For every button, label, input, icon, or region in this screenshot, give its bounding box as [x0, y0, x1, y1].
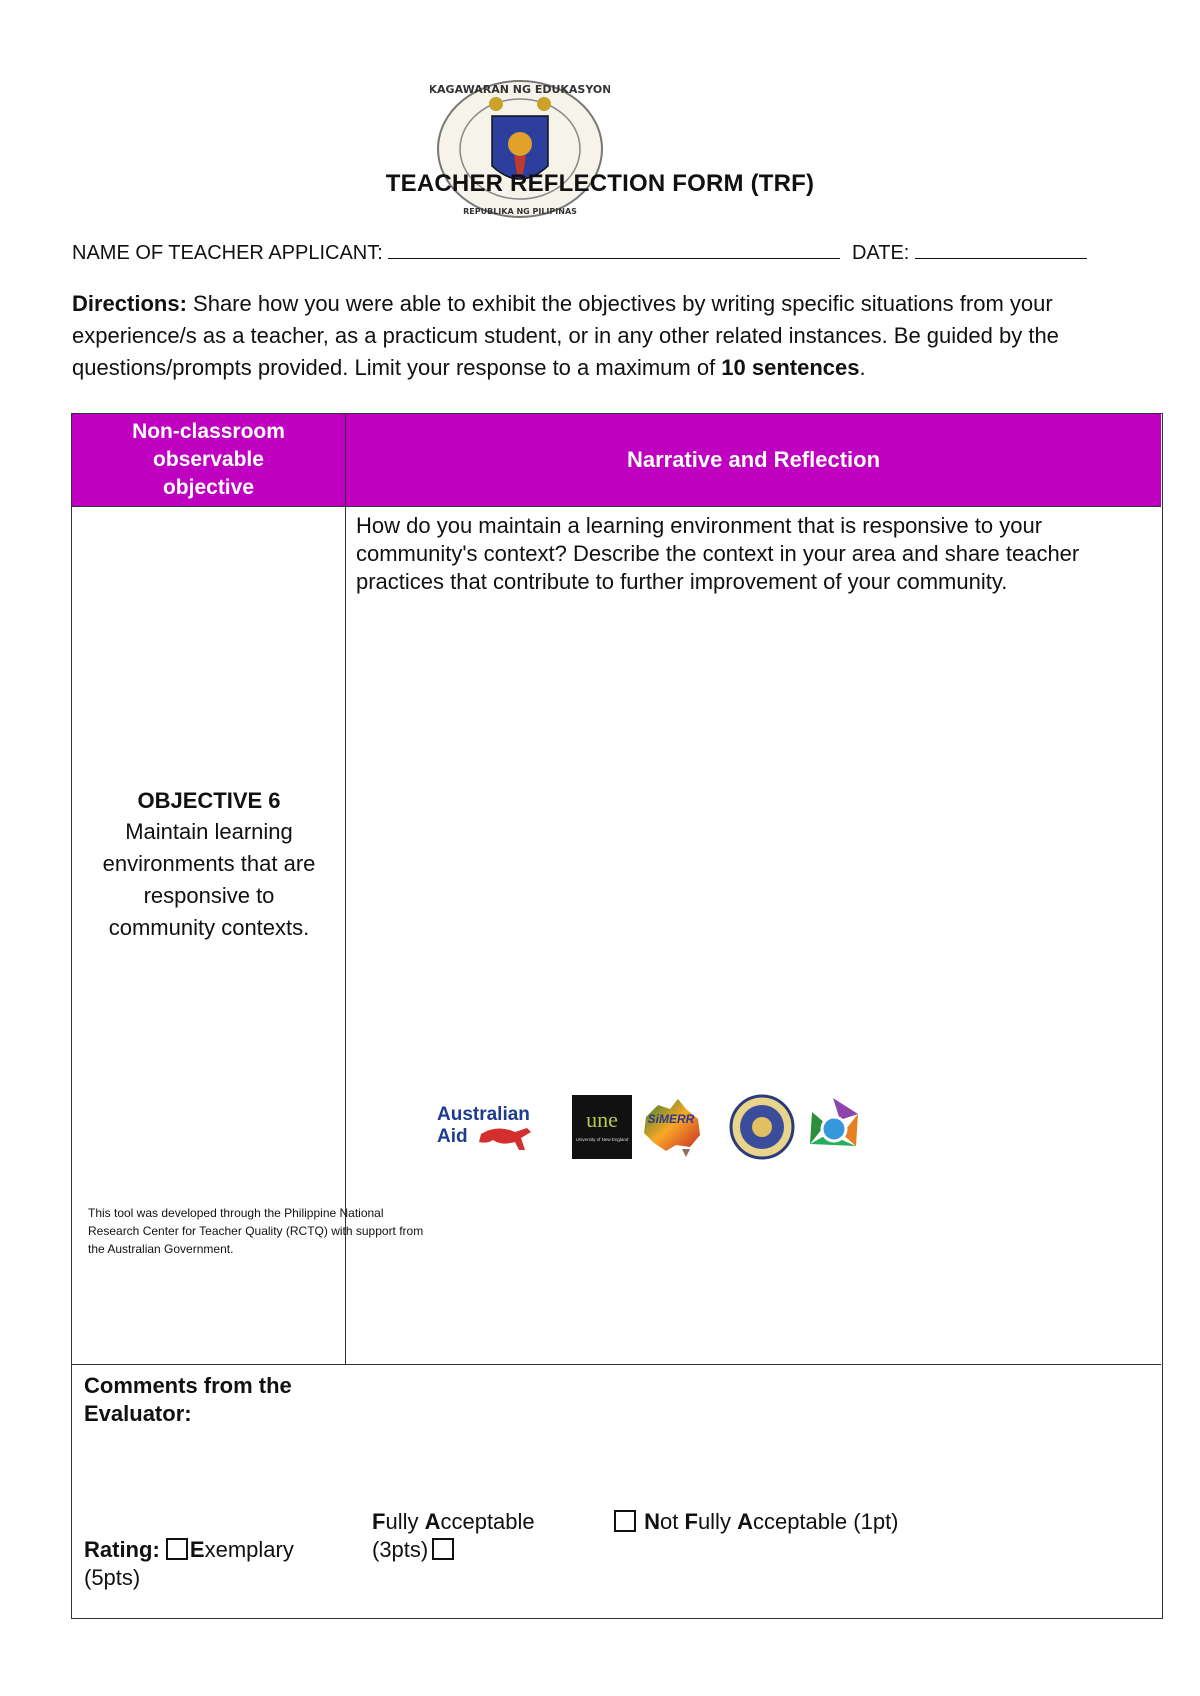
header-objective: Non-classroom observable objective: [72, 414, 346, 506]
rating-label: Rating:: [84, 1537, 160, 1562]
header-narrative: Narrative and Reflection: [346, 414, 1161, 506]
reflection-table: [71, 413, 1163, 1619]
sentence-limit: 10 sentences: [721, 355, 860, 380]
page-title: TEACHER REFLECTION FORM (TRF): [385, 170, 815, 197]
directions-text: Share how you were able to exhibit the objectives by writing specific situations from your experience/s as a teacher, as a practicum student, or in any other related instances. Be guided by the questions/prompts provided. Limit your response to a maximum of: [72, 291, 1059, 380]
seal-text: KAGAWARAN NG EDUKASYON: [430, 83, 610, 96]
name-field[interactable]: [388, 242, 840, 259]
svg-text:Aid: Aid: [437, 1126, 468, 1147]
applicant-line: [72, 242, 1087, 265]
comments-divider: [72, 1364, 1161, 1365]
objective-title: OBJECTIVE 6: [137, 788, 281, 813]
exemplary-points: (5pts): [84, 1565, 141, 1590]
objective-cell: [72, 506, 424, 1364]
directions: Directions: Share how you were able to exhibit the objectives by writing specific situations from your experience/s as a teacher, as a practicum student, or in any other related instances. Be guided by the questions/prompts provided. Limit your response to a maximum of 10 sentences.: [72, 291, 1059, 380]
date-label: DATE:: [851, 242, 910, 264]
comments-label: Comments from the Evaluator:: [84, 1373, 292, 1426]
australian-aid-logo: [435, 1098, 555, 1158]
fully-acceptable-checkbox[interactable]: [432, 1538, 454, 1560]
fully-acceptable-points: (3pts): [372, 1537, 429, 1562]
rating-option-not-fully-acceptable: Not Fully Acceptable (1pt): [614, 1508, 1174, 1536]
objective-text: Maintain learning environments that are responsive to community contexts.: [102, 819, 316, 940]
not-fully-acceptable-points: (1pt): [853, 1509, 899, 1534]
rating-option-exemplary: Rating: Exemplary (5pts): [84, 1537, 294, 1590]
date-field[interactable]: [915, 242, 1087, 259]
deped-seal: [430, 74, 610, 224]
seal-bottom-text: REPUBLIKA NG PILIPINAS: [463, 207, 577, 216]
exemplary-checkbox[interactable]: [166, 1538, 188, 1560]
institution-seal-logo: [728, 1094, 796, 1160]
svg-text:SiMERR: SiMERR: [647, 1112, 695, 1126]
rctq-logo: [800, 1094, 866, 1160]
rating-section: [84, 1508, 1154, 1608]
narrative-cell[interactable]: [346, 506, 1161, 1364]
not-fully-acceptable-checkbox[interactable]: [614, 1510, 636, 1532]
objective-block: [72, 786, 346, 944]
svg-text:une: une: [586, 1107, 618, 1132]
une-logo: [572, 1095, 632, 1159]
funding-note: This tool was developed through the Philippine National Research Center for Teacher Quality (RCTQ) with support from the Australian Government.: [88, 1206, 424, 1256]
rating-option-fully-acceptable: Fully Acceptable (3pts): [372, 1509, 535, 1562]
svg-text:University of New England: University of New England: [575, 1137, 629, 1142]
simerr-logo: [636, 1093, 706, 1159]
directions-label: Directions:: [72, 291, 187, 316]
svg-text:Australian: Australian: [437, 1104, 530, 1125]
reflection-prompt: How do you maintain a learning environment that is responsive to your community's context? Describe the context in your area and share teacher practices that contribute to further improvement of your community.: [356, 513, 1080, 594]
name-label: NAME OF TEACHER APPLICANT:: [72, 242, 383, 264]
